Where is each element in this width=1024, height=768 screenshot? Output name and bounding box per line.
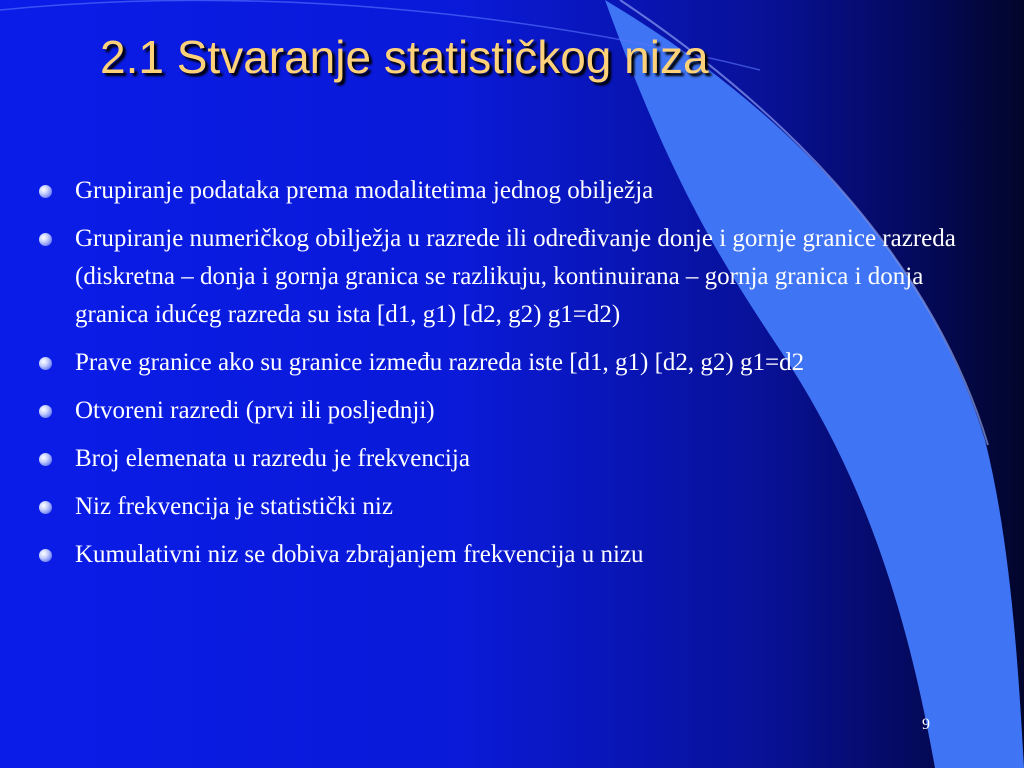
bullet-item (34, 344, 984, 382)
bullet-item (34, 440, 984, 478)
bullet-text: Niz frekvencija je statistički niz (75, 493, 393, 520)
bullet-icon (39, 185, 52, 198)
bullet-item (34, 488, 984, 526)
bullet-text: Grupiranje numeričkog obilježja u razrede ili određivanje donje i gornje granice razreda (diskretna – donja i gornja granica se razlikuju, kontinuirana – gornja granica i donja granica idućeg razreda su ista [d1, g1) [d2, g2) g1=d2) (75, 225, 956, 328)
bullet-icon (39, 549, 52, 562)
bullet-text: Prave granice ako su granice između razreda iste [d1, g1) [d2, g2) g1=d2 (75, 349, 805, 376)
bullet-text: Broj elemenata u razredu je frekvencija (75, 445, 470, 472)
bullet-item (34, 392, 984, 430)
bullet-text: Otvoreni razredi (prvi ili posljednji) (75, 397, 435, 424)
bullet-icon (39, 233, 52, 246)
bullet-text: Grupiranje podataka prema modalitetima jednog obilježja (75, 177, 654, 204)
bullet-item (34, 172, 984, 210)
bullet-icon (39, 357, 52, 370)
bullet-list (34, 172, 984, 584)
bullet-icon (39, 453, 52, 466)
bullet-icon (39, 405, 52, 418)
slide-title: 2.1 Stvaranje statističkog niza (100, 31, 709, 83)
bullet-item (34, 220, 984, 334)
page-number: 9 (922, 716, 930, 733)
bullet-text: Kumulativni niz se dobiva zbrajanjem frekvencija u nizu (75, 541, 644, 568)
bullet-icon (39, 501, 52, 514)
bullet-item (34, 536, 984, 574)
